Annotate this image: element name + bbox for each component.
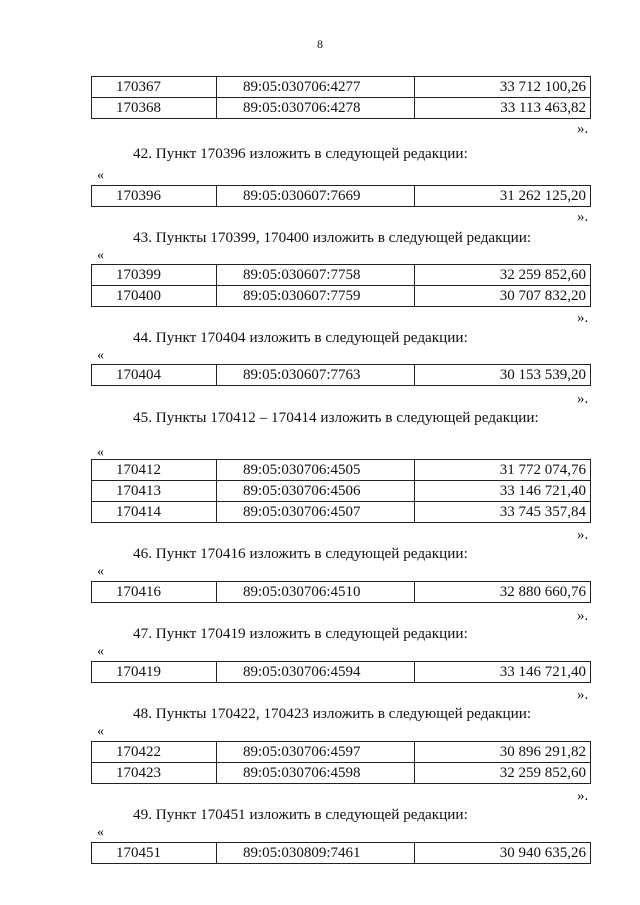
opening-quote: « [97, 248, 104, 263]
opening-quote: « [97, 825, 104, 840]
amount-cell: 31 772 074,76 [415, 460, 591, 481]
amount-cell: 31 262 125,20 [415, 186, 591, 207]
item-number-cell: 170423 [92, 763, 217, 784]
cadastral-number-cell: 89:05:030706:4505 [217, 460, 415, 481]
amendment-heading: 45. Пункты 170412 – 170414 изложить в следующей редакции: [133, 409, 539, 426]
item-number-cell: 170419 [92, 662, 217, 683]
table-row [92, 460, 591, 481]
table-row [92, 98, 591, 119]
item-number-cell: 170412 [92, 460, 217, 481]
amendment-table [91, 842, 591, 864]
item-number-cell: 170422 [92, 742, 217, 763]
cadastral-number-cell: 89:05:030706:4597 [217, 742, 415, 763]
item-number-cell: 170396 [92, 186, 217, 207]
table-row [92, 843, 591, 864]
table-row [92, 365, 591, 386]
cadastral-number-cell: 89:05:030706:4278 [217, 98, 415, 119]
item-number-cell: 170400 [92, 286, 217, 307]
amendment-heading: 43. Пункты 170399, 170400 изложить в следующей редакции: [133, 229, 532, 246]
table-row [92, 77, 591, 98]
table-row [92, 763, 591, 784]
closing-quote: ». [577, 310, 589, 326]
opening-quote: « [97, 445, 104, 460]
closing-quote: ». [577, 527, 589, 543]
cadastral-number-cell: 89:05:030706:4507 [217, 502, 415, 523]
amendment-table [91, 459, 591, 523]
amount-cell: 33 745 357,84 [415, 502, 591, 523]
table-row [92, 286, 591, 307]
amendment-table [91, 76, 591, 119]
item-number-cell: 170368 [92, 98, 217, 119]
cadastral-number-cell: 89:05:030706:4277 [217, 77, 415, 98]
cadastral-number-cell: 89:05:030607:7759 [217, 286, 415, 307]
closing-quote: ». [577, 788, 589, 804]
amendment-heading: 49. Пункт 170451 изложить в следующей редакции: [133, 806, 468, 823]
amendment-table [91, 264, 591, 307]
amendment-table [91, 364, 591, 386]
cadastral-number-cell: 89:05:030706:4598 [217, 763, 415, 784]
closing-quote: ». [577, 209, 589, 225]
item-number-cell: 170413 [92, 481, 217, 502]
amendment-table [91, 661, 591, 683]
item-number-cell: 170416 [92, 582, 217, 603]
amount-cell: 33 113 463,82 [415, 98, 591, 119]
cadastral-number-cell: 89:05:030607:7669 [217, 186, 415, 207]
amendment-table [91, 185, 591, 207]
closing-quote: ». [577, 608, 589, 624]
table-row [92, 265, 591, 286]
table-row [92, 742, 591, 763]
amount-cell: 30 896 291,82 [415, 742, 591, 763]
item-number-cell: 170414 [92, 502, 217, 523]
table-row [92, 481, 591, 502]
amount-cell: 30 153 539,20 [415, 365, 591, 386]
amount-cell: 32 259 852,60 [415, 763, 591, 784]
opening-quote: « [97, 564, 104, 579]
cadastral-number-cell: 89:05:030607:7758 [217, 265, 415, 286]
closing-quote: ». [577, 121, 589, 137]
amendment-table [91, 741, 591, 784]
amount-cell: 30 940 635,26 [415, 843, 591, 864]
page-number: 8 [317, 37, 323, 51]
table-row [92, 502, 591, 523]
cadastral-number-cell: 89:05:030809:7461 [217, 843, 415, 864]
cadastral-number-cell: 89:05:030706:4594 [217, 662, 415, 683]
amount-cell: 30 707 832,20 [415, 286, 591, 307]
amount-cell: 32 259 852,60 [415, 265, 591, 286]
table-row [92, 186, 591, 207]
amendment-table [91, 581, 591, 603]
amount-cell: 33 146 721,40 [415, 662, 591, 683]
closing-quote: ». [577, 687, 589, 703]
amendment-heading: 42. Пункт 170396 изложить в следующей редакции: [133, 145, 468, 162]
closing-quote: ». [577, 391, 589, 407]
amendment-heading: 47. Пункт 170419 изложить в следующей редакции: [133, 625, 468, 642]
cadastral-number-cell: 89:05:030706:4506 [217, 481, 415, 502]
item-number-cell: 170399 [92, 265, 217, 286]
amendment-heading: 44. Пункт 170404 изложить в следующей редакции: [133, 329, 468, 346]
amount-cell: 33 712 100,26 [415, 77, 591, 98]
opening-quote: « [97, 348, 104, 363]
item-number-cell: 170404 [92, 365, 217, 386]
cadastral-number-cell: 89:05:030607:7763 [217, 365, 415, 386]
item-number-cell: 170451 [92, 843, 217, 864]
opening-quote: « [97, 168, 104, 183]
amount-cell: 32 880 660,76 [415, 582, 591, 603]
amendment-heading: 48. Пункты 170422, 170423 изложить в следующей редакции: [133, 705, 532, 722]
cadastral-number-cell: 89:05:030706:4510 [217, 582, 415, 603]
opening-quote: « [97, 724, 104, 739]
amount-cell: 33 146 721,40 [415, 481, 591, 502]
amendment-heading: 46. Пункт 170416 изложить в следующей редакции: [133, 545, 468, 562]
table-row [92, 582, 591, 603]
opening-quote: « [97, 644, 104, 659]
item-number-cell: 170367 [92, 77, 217, 98]
table-row [92, 662, 591, 683]
